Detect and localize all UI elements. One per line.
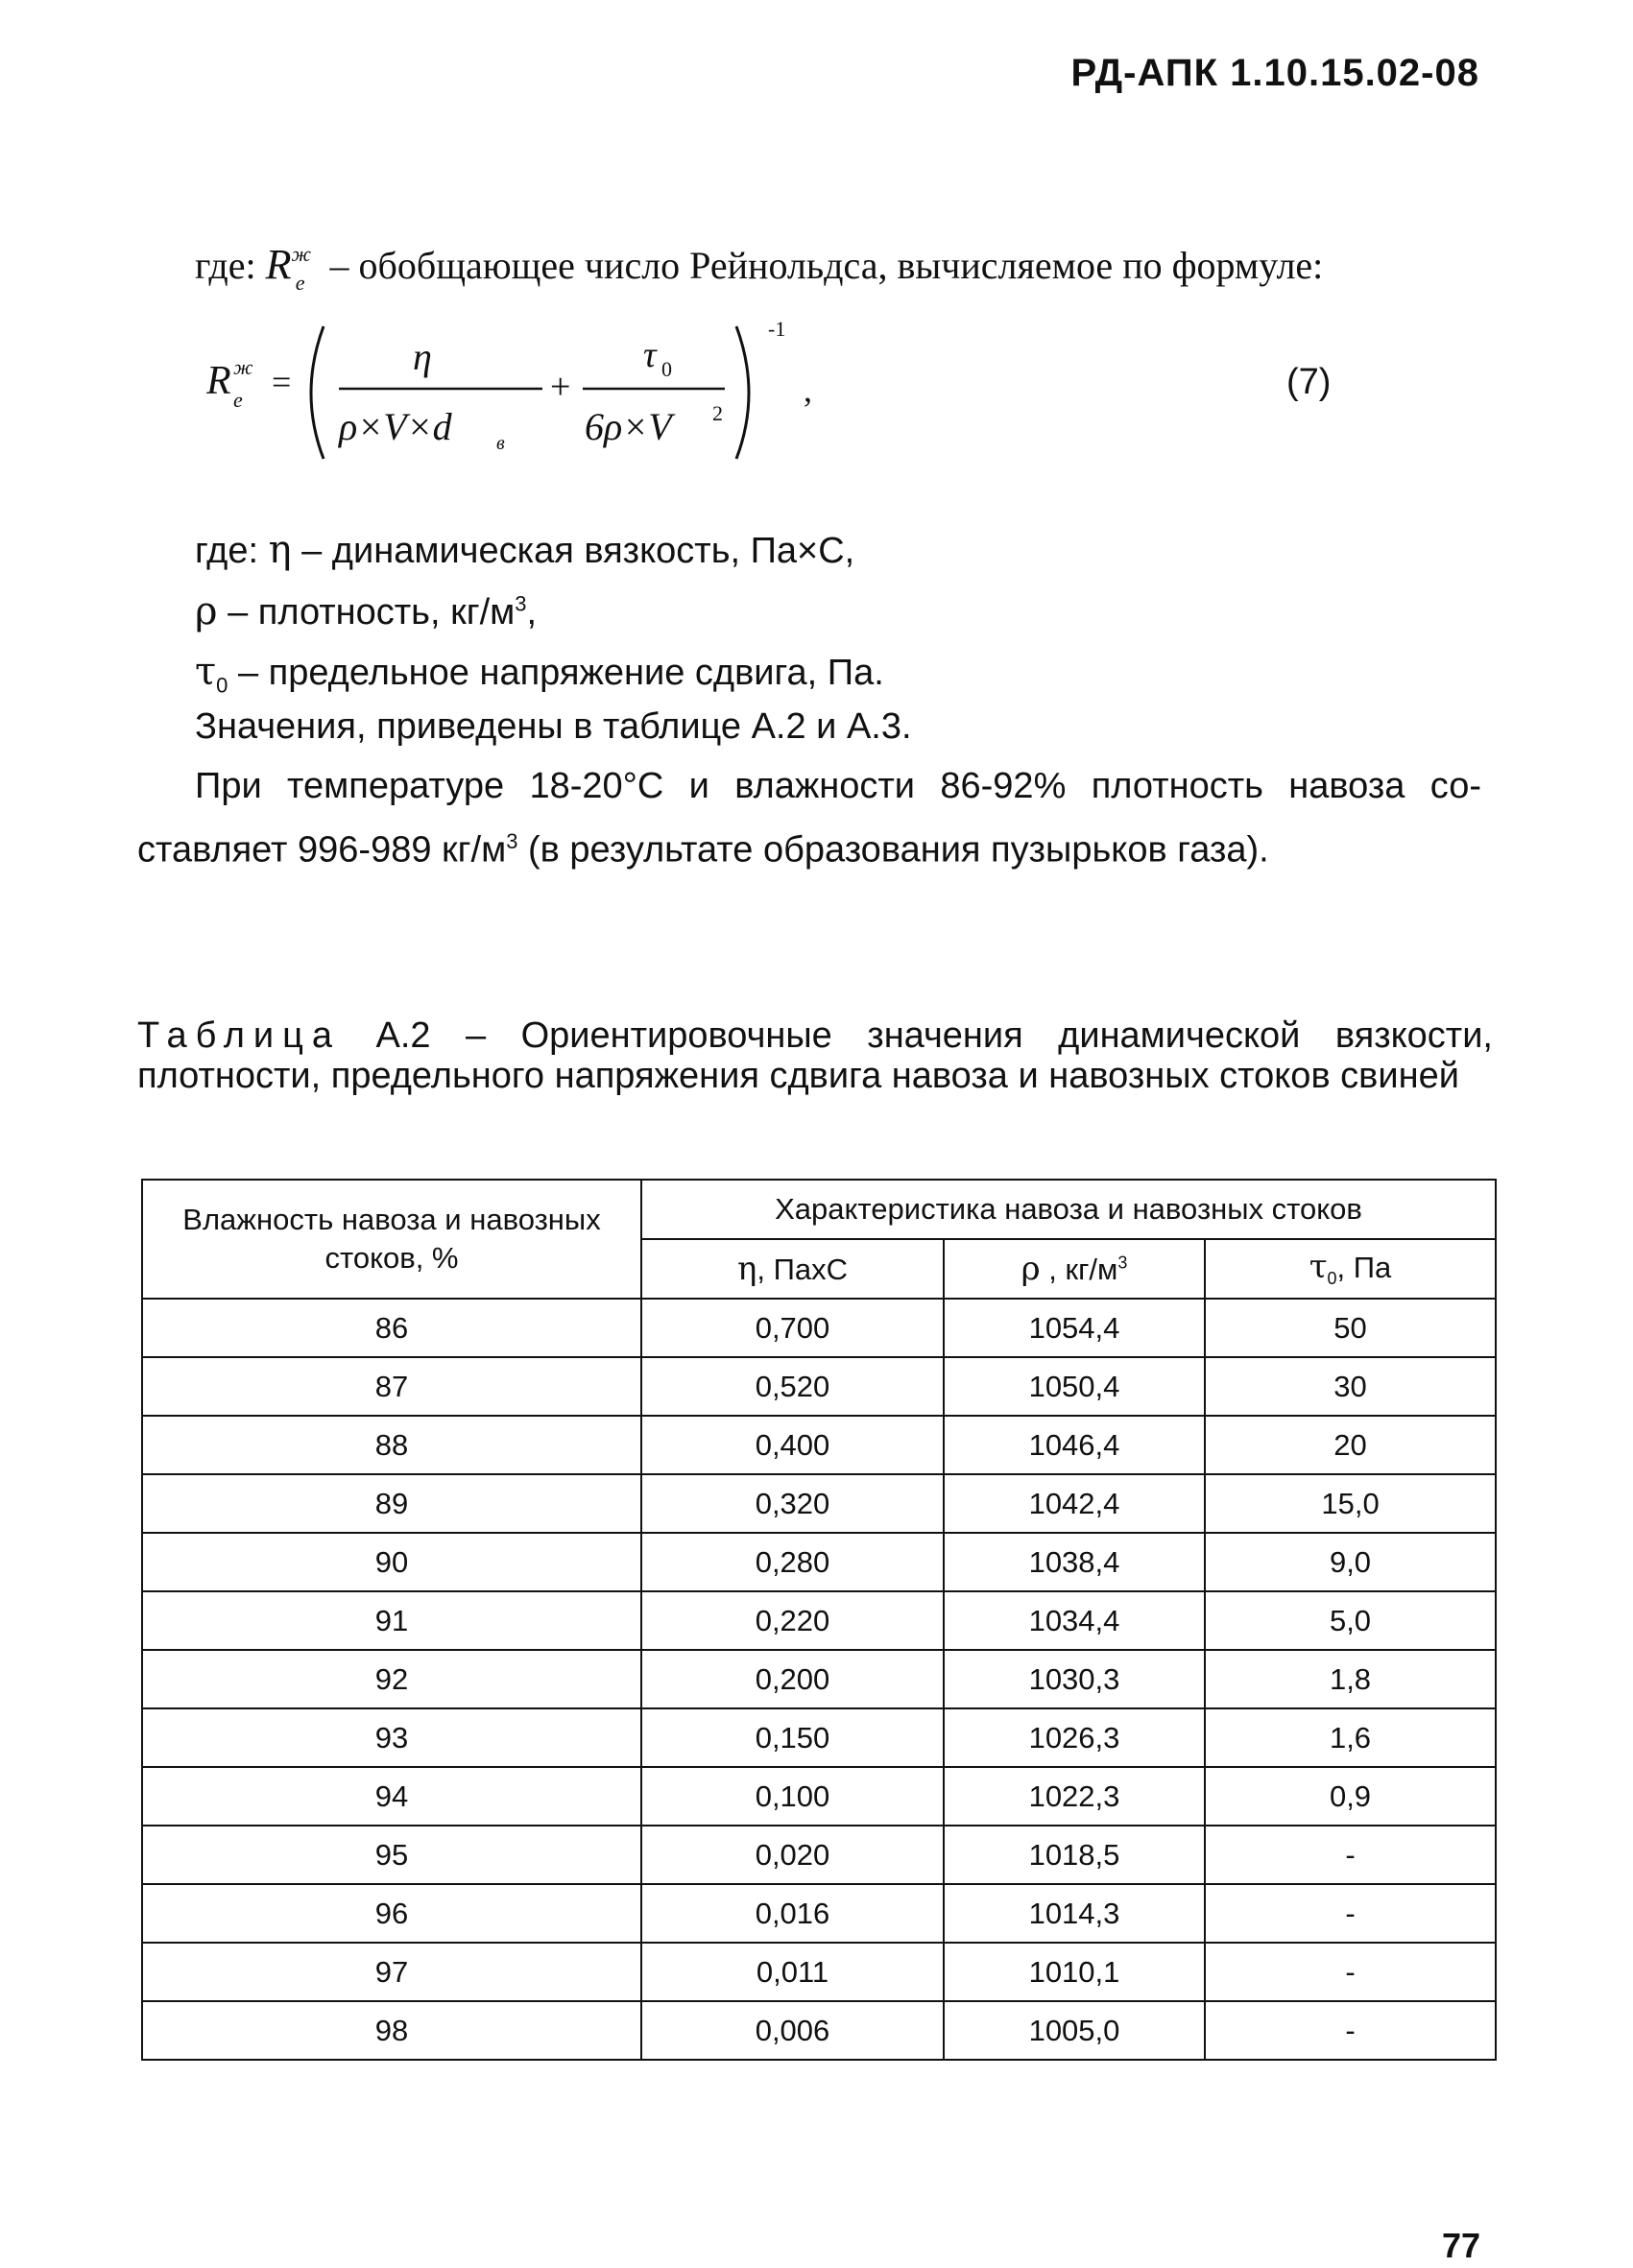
cell-tau: 20: [1205, 1416, 1496, 1474]
definition-tau: [195, 650, 884, 698]
formula-left-paren: [311, 326, 324, 459]
cell-eta: 0,006: [641, 2001, 944, 2060]
header-tau-sub: 0: [1327, 1269, 1337, 1289]
reynolds-symbol: R: [265, 241, 292, 288]
density-paragraph-sup: 3: [506, 829, 518, 853]
formula-den1-sub: в: [496, 433, 505, 454]
reynolds-symbol-sub: е: [295, 271, 305, 295]
reynolds-description: – обобщающее число Рейнольдса, вычисляемое по формуле:: [329, 244, 1324, 287]
cell-moisture: 92: [142, 1650, 641, 1708]
header-tau: [1205, 1239, 1496, 1299]
where-label: где:: [195, 244, 256, 287]
cell-rho: 1038,4: [944, 1533, 1205, 1591]
density-paragraph: [137, 758, 1481, 878]
cell-tau: 1,8: [1205, 1650, 1496, 1708]
reynolds-intro-line: [195, 240, 1324, 295]
definition-rho-text: – плотность, кг/м: [217, 592, 516, 633]
cell-tau: 1,6: [1205, 1708, 1496, 1767]
definition-prefix: где:: [195, 531, 259, 571]
page-number: 77: [1442, 2226, 1481, 2265]
cell-eta: 0,020: [641, 1826, 944, 1884]
table-row: [142, 1299, 1496, 1357]
header-rho: [944, 1239, 1205, 1299]
cell-tau: -: [1205, 1943, 1496, 2001]
cell-tau: 50: [1205, 1299, 1496, 1357]
cell-eta: 0,280: [641, 1533, 944, 1591]
cell-rho: 1054,4: [944, 1299, 1205, 1357]
table-row: [142, 1826, 1496, 1884]
cell-eta: 0,220: [641, 1591, 944, 1650]
header-rho-sup: 3: [1117, 1253, 1128, 1273]
formula-plus: +: [550, 367, 571, 407]
cell-eta: 0,200: [641, 1650, 944, 1708]
cell-rho: 1014,3: [944, 1884, 1205, 1943]
definition-tau-text: – предельное напряжение сдвига, Па.: [228, 653, 884, 693]
cell-rho: 1030,3: [944, 1650, 1205, 1708]
header-rho-symbol: ρ: [1021, 1250, 1041, 1288]
table-row: [142, 1416, 1496, 1474]
cell-moisture: 98: [142, 2001, 641, 2060]
cell-eta: 0,100: [641, 1767, 944, 1826]
header-eta: [641, 1239, 944, 1299]
table-row: [142, 1884, 1496, 1943]
cell-rho: 1005,0: [944, 2001, 1205, 2060]
table-row: [142, 1357, 1496, 1416]
cell-tau: 0,9: [1205, 1767, 1496, 1826]
formula-num2: τ: [643, 335, 657, 375]
cell-rho: 1026,3: [944, 1708, 1205, 1767]
cell-rho: 1042,4: [944, 1474, 1205, 1533]
table-row: [142, 1474, 1496, 1533]
formula-num2-sub: 0: [661, 357, 672, 381]
table-row: [142, 2001, 1496, 2060]
definition-rho-sup: 3: [515, 591, 527, 616]
cell-moisture: 90: [142, 1533, 641, 1591]
cell-eta: 0,320: [641, 1474, 944, 1533]
table-row: [142, 1943, 1496, 2001]
values-note: Значения, приведены в таблице А.2 и А.3.: [195, 706, 912, 747]
formula-power: -1: [768, 317, 786, 341]
definition-rho: [195, 589, 538, 633]
cell-rho: 1010,1: [944, 1943, 1205, 2001]
formula-den2: 6ρ×V: [585, 405, 672, 448]
definition-tau-sub: 0: [216, 673, 228, 698]
formula-den2-sup: 2: [712, 401, 723, 425]
table-row: [142, 1533, 1496, 1591]
formula-lhs: R: [206, 359, 231, 403]
table-caption-label: Таблица: [137, 1015, 341, 1056]
cell-moisture: 87: [142, 1357, 641, 1416]
header-rho-unit: , кг/м: [1040, 1253, 1118, 1286]
cell-tau: 30: [1205, 1357, 1496, 1416]
cell-tau: -: [1205, 2001, 1496, 2060]
rho-symbol: ρ: [195, 589, 218, 633]
formula-equals: =: [272, 363, 292, 401]
definition-eta: [195, 528, 855, 572]
cell-eta: 0,700: [641, 1299, 944, 1357]
cell-tau: 15,0: [1205, 1474, 1496, 1533]
cell-moisture: 86: [142, 1299, 641, 1357]
tau-symbol: τ: [195, 650, 217, 694]
cell-eta: 0,011: [641, 1943, 944, 2001]
cell-eta: 0,400: [641, 1416, 944, 1474]
formula-comma: ,: [804, 370, 812, 409]
eta-symbol: η: [268, 528, 292, 572]
table-row: [142, 1767, 1496, 1826]
cell-eta: 0,150: [641, 1708, 944, 1767]
header-characteristics: Характеристика навоза и навозных стоков: [641, 1180, 1496, 1239]
manure-properties-table: [141, 1179, 1497, 2061]
formula-den1: ρ×V×d: [339, 405, 452, 448]
definition-rho-tail: ,: [526, 592, 538, 633]
document-code: РД-АПК 1.10.15.02-08: [1070, 52, 1479, 94]
table-row: [142, 1591, 1496, 1650]
cell-tau: -: [1205, 1826, 1496, 1884]
cell-moisture: 96: [142, 1884, 641, 1943]
table-row: [142, 1708, 1496, 1767]
cell-eta: 0,520: [641, 1357, 944, 1416]
formula-right-paren: [736, 326, 749, 459]
cell-moisture: 94: [142, 1767, 641, 1826]
reynolds-formula: [206, 317, 821, 470]
cell-moisture: 97: [142, 1943, 641, 2001]
formula-lhs-sub: е: [233, 388, 243, 412]
cell-moisture: 89: [142, 1474, 641, 1533]
header-moisture: Влажность навоза и навозных стоков, %: [142, 1180, 641, 1299]
formula-lhs-sup: ж: [233, 355, 253, 379]
cell-rho: 1046,4: [944, 1416, 1205, 1474]
cell-moisture: 93: [142, 1708, 641, 1767]
cell-tau: -: [1205, 1884, 1496, 1943]
cell-rho: 1034,4: [944, 1591, 1205, 1650]
header-tau-symbol: τ: [1309, 1248, 1328, 1287]
density-paragraph-tail: (в результате образования пузырьков газа).: [517, 829, 1269, 871]
cell-tau: 5,0: [1205, 1591, 1496, 1650]
table-caption: [137, 1015, 1493, 1096]
cell-moisture: 91: [142, 1591, 641, 1650]
definition-eta-text: – динамическая вязкость, Па×С,: [291, 531, 855, 571]
table-row: [142, 1650, 1496, 1708]
density-paragraph-text: При температуре 18-20°С и влажности 86-92% плотность навоза со-ставляет 996-989 кг/м: [137, 766, 1481, 871]
cell-tau: 9,0: [1205, 1533, 1496, 1591]
cell-moisture: 88: [142, 1416, 641, 1474]
header-eta-unit: , ПахС: [756, 1253, 848, 1286]
formula-number: (7): [1286, 362, 1332, 402]
formula-num1: η: [413, 335, 432, 378]
header-eta-symbol: η: [736, 1250, 757, 1288]
cell-eta: 0,016: [641, 1884, 944, 1943]
reynolds-symbol-sup: ж: [291, 242, 311, 266]
cell-rho: 1022,3: [944, 1767, 1205, 1826]
table-caption-text: А.2 – Ориентировочные значения динамической вязкости, плотности, предельного напряжения сдвига навоза и навозных стоков свиней: [137, 1015, 1493, 1096]
header-tau-unit: , Па: [1336, 1251, 1392, 1285]
cell-moisture: 95: [142, 1826, 641, 1884]
cell-rho: 1018,5: [944, 1826, 1205, 1884]
cell-rho: 1050,4: [944, 1357, 1205, 1416]
